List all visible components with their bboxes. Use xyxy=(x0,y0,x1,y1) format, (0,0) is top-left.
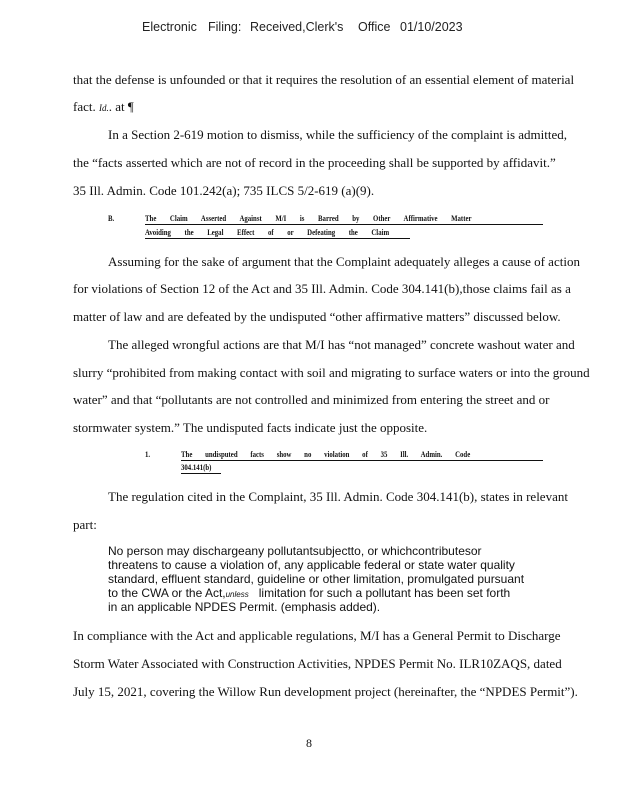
paragraph-line: Assuming for the sake of argument that the Complaint adequately alleges a cause of action xyxy=(108,254,580,269)
heading-1-line2: 304.141(b) xyxy=(181,463,212,472)
heading-b-letter: B. xyxy=(108,214,115,223)
paragraph-line: In a Section 2-619 motion to dismiss, while the sufficiency of the complaint is admitted, xyxy=(108,127,568,142)
header-word-electronic: Electronic xyxy=(142,20,197,34)
paragraph-line xyxy=(73,99,134,115)
block-quote-line: standard, effluent standard, guideline or other limitation, promulgated pursuant xyxy=(108,572,525,586)
citation-id: Id. xyxy=(98,103,109,113)
paragraph-line: for violations of Section 12 of the Act and 35 Ill. Admin. Code 304.141(b),those claims fail as a xyxy=(73,281,571,296)
paragraph-line: The regulation cited in the Complaint, 35 Ill. Admin. Code 304.141(b), states in relevant xyxy=(108,489,568,504)
text-fact: fact. xyxy=(73,99,96,114)
paragraph-line: In compliance with the Act and applicable regulations, M/I has a General Permit to Discharge xyxy=(73,628,561,643)
block-quote-line xyxy=(108,586,510,600)
paragraph-line: The alleged wrongful actions are that M/I has “not managed” concrete washout water and xyxy=(108,337,575,352)
paragraph-line: July 15, 2021, covering the Willow Run development project (hereinafter, the “NPDES Permit”). xyxy=(73,684,578,699)
header-word-filing: Filing: xyxy=(208,20,242,34)
block-quote-line: threatens to cause a violation of, any applicable federal or state water quality xyxy=(108,558,515,572)
heading-1-underline-2 xyxy=(181,473,221,474)
header-word-office: Office xyxy=(358,20,391,34)
page-number: 8 xyxy=(306,736,312,750)
paragraph-line: slurry “prohibited from making contact with soil and migrating to surface waters or into the ground xyxy=(73,365,590,380)
heading-b-underline-2 xyxy=(145,238,410,239)
paragraph-line: part: xyxy=(73,517,97,532)
paragraph-line: 35 Ill. Admin. Code 101.242(a); 735 ILCS 5/2-619 (a)(9). xyxy=(73,183,375,198)
quote-text: limitation for such a pollutant has been set forth xyxy=(258,586,511,600)
paragraph-line: matter of law and are defeated by the undisputed “other affirmative matters” discussed below. xyxy=(73,309,561,324)
heading-b-underline-1 xyxy=(145,224,543,225)
header-word-received-clerks: Received,Clerk's xyxy=(250,20,344,34)
paragraph-line: water” and that “pollutants are not controlled and minimized from entering the street and or xyxy=(73,392,550,407)
header-word-date: 01/10/2023 xyxy=(400,20,463,34)
heading-b-line2: Avoiding the Legal Effect of or Defeating the Claim xyxy=(145,228,390,237)
block-quote-line: No person may dischargeany pollutantsubjectto, or whichcontributesor xyxy=(108,544,482,558)
block-quote-line: in an applicable NPDES Permit. (emphasis added). xyxy=(108,600,381,614)
quote-emphasis-unless: unless xyxy=(225,590,249,599)
paragraph-line: that the defense is unfounded or that it requires the resolution of an essential element of material xyxy=(73,72,575,87)
heading-1-underline-1 xyxy=(181,460,543,461)
heading-b-line1: The Claim Asserted Against M/I is Barred by Other Affirmative Matter xyxy=(145,214,472,223)
paragraph-line: the “facts asserted which are not of record in the proceeding shall be supported by affidavit.” xyxy=(73,155,556,170)
heading-1-number: 1. xyxy=(145,450,151,459)
paragraph-line: stormwater system.” The undisputed facts indicate just the opposite. xyxy=(73,420,428,435)
paragraph-line: Storm Water Associated with Construction Activities, NPDES Permit No. ILR10ZAQS, dated xyxy=(73,656,562,671)
text-at-paragraph: . at ¶ xyxy=(108,99,134,114)
quote-text: to the CWA or the Act, xyxy=(108,586,226,600)
heading-1-line1: The undisputed facts show no violation of 35 Ill. Admin. Code xyxy=(181,450,471,459)
